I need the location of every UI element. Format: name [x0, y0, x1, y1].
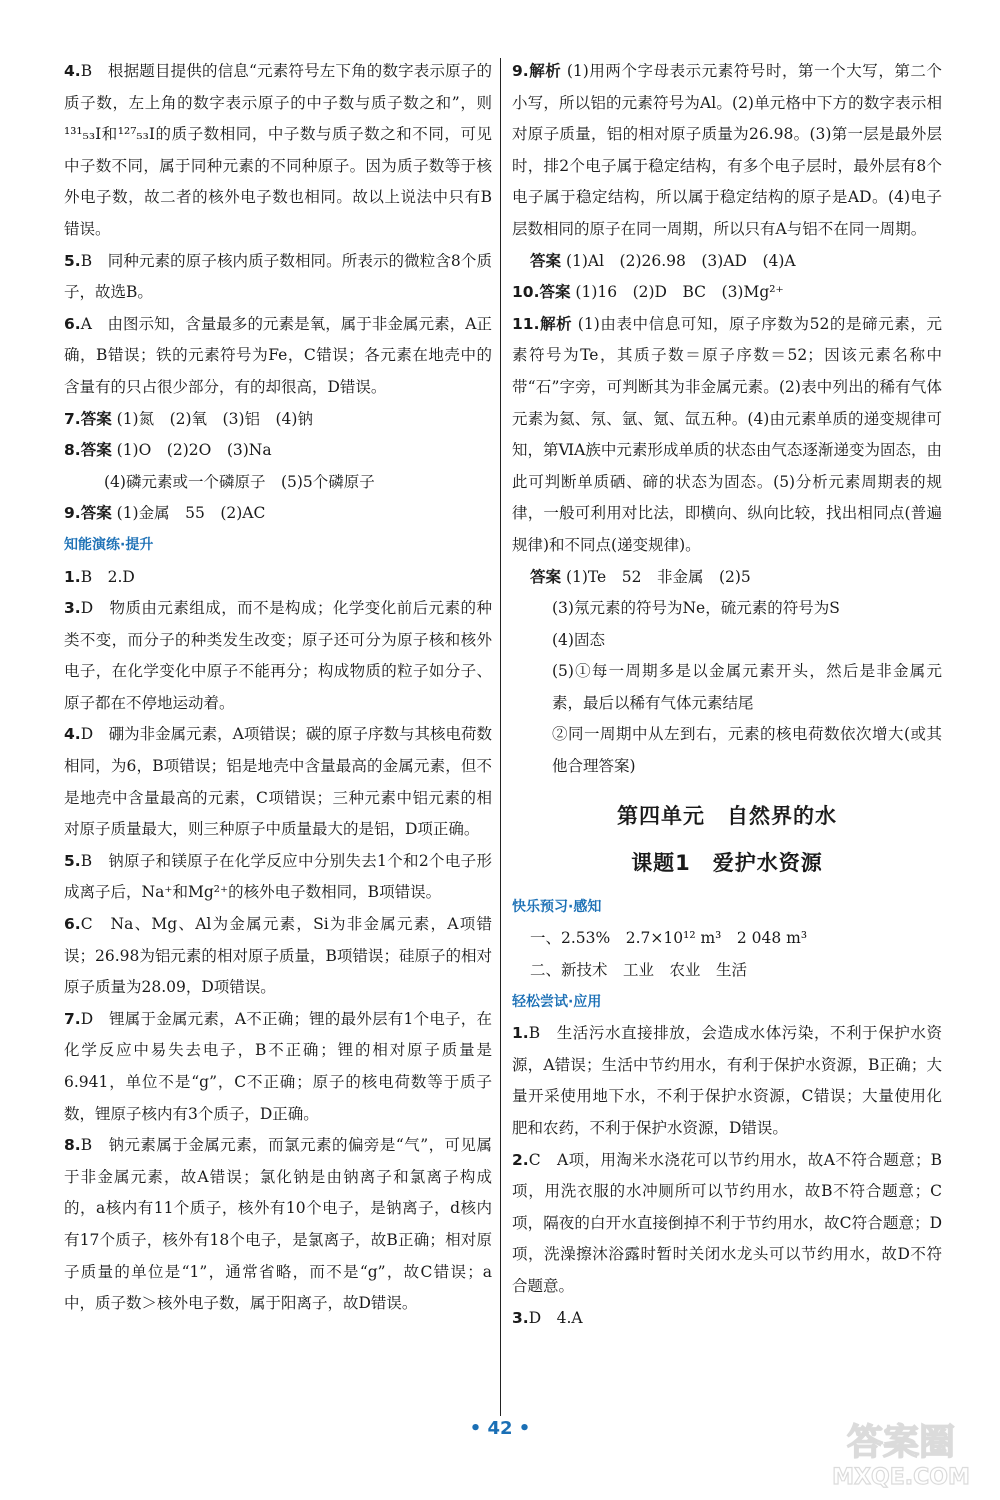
answer-item: [512, 562, 942, 594]
item-text: (4)磷元素或一个磷原子 (5)5个磷原子: [104, 472, 375, 491]
left-column: [64, 56, 492, 1320]
item-number: 1.: [64, 567, 81, 586]
answer-item: [512, 593, 942, 625]
answer-item: [64, 593, 492, 719]
answer-item: [512, 719, 942, 782]
item-keyword: 答案: [80, 409, 112, 428]
svg-text:MXQE.COM: MXQE.COM: [832, 1465, 970, 1490]
item-number: 3.: [64, 599, 81, 618]
item-text: 一、2.53% 2.7×10¹² m³ 2 048 m³: [530, 929, 808, 948]
item-text: B 2.D: [80, 567, 135, 586]
item-keyword: 解析: [539, 314, 573, 333]
item-keyword: 答案: [80, 504, 112, 523]
item-number: 9.: [64, 504, 81, 523]
answer-item: [512, 625, 942, 657]
answer-item: [64, 467, 492, 499]
answer-item: [64, 1130, 492, 1320]
item-text: (1)16 (2)D BC (3)Mg²⁺: [575, 283, 784, 302]
item-text: (5)①每一周期多是以金属元素开头，然后是非金属元素，最后以稀有气体元素结尾: [552, 662, 942, 712]
answer-item: [64, 404, 492, 436]
item-text: D 硼为非金属元素，A项错误；碳的原子序数与其核电荷数相同，为6，B项错误；铝是地壳中含量最高的金属元素，但不是地壳中含量最高的元素，C项错误；三种元素中铝元素的相对原子质量最大，则三种原子中质量最大的是铝，D项正确。: [64, 725, 492, 839]
answer-item: [512, 309, 942, 562]
item-text: (3)氖元素的符号为Ne，硫元素的符号为S: [552, 599, 840, 618]
answer-item: [64, 846, 492, 909]
column-divider: [500, 58, 501, 1416]
section-heading: 轻松尝试·应用: [512, 993, 602, 1010]
section-heading: 快乐预习·感知: [512, 898, 602, 915]
item-text: B 生活污水直接排放，会造成水体污染，不利于保护水资源，A错误；生活中节约用水，有利于保护水资源，B正确；大量开采使用地下水，不利于保护水资源，C错误；大量使用化肥和农药，不利于保护水资源，D错误。: [512, 1024, 942, 1137]
item-text: B 同种元素的原子核内质子数相同。所表示的微粒含8个质子，故选B。: [64, 251, 492, 302]
lesson-title: 课题1 爱护水资源: [631, 851, 823, 876]
item-number: 5.: [64, 251, 81, 270]
item-text: (1)金属 55 (2)AC: [116, 504, 266, 523]
item-number: 2.: [512, 1150, 529, 1169]
item-text: (4)固态: [552, 630, 605, 649]
item-text: D 锂属于金属元素，A不正确；锂的最外层有1个电子，在化学反应中易失去电子，B不正确；锂的相对原子质量是6.941，单位不是“g”，C不正确；原子的核电荷数等于质子数，锂原子核内有3个质子，D正确。: [64, 1009, 492, 1123]
item-number: 9.: [512, 62, 529, 80]
answer-item: [512, 1303, 942, 1335]
item-text: (1)Al (2)26.98 (3)AD (4)A: [565, 251, 796, 270]
answer-item: [64, 309, 492, 404]
item-number: 5.: [64, 851, 81, 870]
item-text: D 物质由元素组成，而不是构成；化学变化前后元素的种类不变，而分子的种类发生改变；原子还可分为原子核和核外电子，在化学变化中原子不能再分；构成物质的粒子如分子、原子都在不停地运动着。: [64, 599, 492, 712]
item-text: (1)由表中信息可知，原子序数为52的是碲元素，元素符号为Te，其质子数＝原子序数＝52；因该元素名称中带“石”字旁，可判断其为非金属元素。(2)表中列出的稀有气体元素为氦、氖、氩、氪、氙五种。(4)由元素单质的递变规律可知，第ⅥA族中元素形成单质的状态由气态逐渐递变为固态，由此可判断单质硒、碲的状态为固态。(5)分析元素周期表的规律，一般可利用对比法，即横向、纵向比较，找出相同点(普遍规律)和不同点(递变规律)。: [512, 314, 942, 554]
answer-item: [64, 719, 492, 845]
item-number: 8.: [64, 441, 81, 460]
item-text: C Na、Mg、Al为金属元素，Si为非金属元素，A项错误；26.98为铝元素的相对原子质量，B项错误；硅原子的相对原子质量为28.09，D项错误。: [64, 915, 492, 997]
answer-item: [512, 246, 942, 278]
item-text: B 钠元素属于金属元素，而氯元素的偏旁是“气”，可见属于非金属元素，故A错误；氯化钠是由钠离子和氯离子构成的，a核内有11个质子，核外有10个电子，是钠离子，d核内有17个质子，核外有18个电子，是氯离子，故B正确；相对原子质量的单位是“1”，通常省略，而不是“g”，故C错误；a中，质子数＞核外电子数，属于阳离子，故D错误。: [64, 1136, 492, 1313]
item-text: (1)Te 52 非金属 (2)5: [565, 567, 751, 586]
item-number: 1.: [512, 1024, 529, 1043]
unit-title: 第四单元 自然界的水: [617, 803, 837, 828]
answer-item: [512, 656, 942, 719]
item-number: 10.: [512, 283, 540, 302]
item-keyword: 答案: [80, 441, 112, 460]
item-text: (1)氮 (2)氧 (3)铝 (4)钠: [116, 409, 313, 428]
answer-item: [64, 498, 492, 530]
answer-item: [512, 923, 942, 955]
answer-item: [512, 1145, 942, 1303]
right-column: [512, 56, 942, 1334]
item-keyword: 答案: [530, 567, 562, 586]
item-text: B 根据题目提供的信息“元素符号左下角的数字表示原子的质子数，左上角的数字表示原子的中子数与质子数之和”，则¹³¹₅₃I和¹²⁷₅₃I的质子数相同，中子数与质子数之和不同，可见中子数不同，属于同种元素的不同种原子。因为质子数等于核外电子数，故二者的核外电子数也相同。故以上说法中只有B错误。: [64, 62, 492, 238]
answer-item: [64, 435, 492, 467]
watermark-logo: [816, 1412, 986, 1492]
item-text: A 由图示知，含量最多的元素是氧，属于非金属元素，A正确，B错误；铁的元素符号为Fe，C错误；各元素在地壳中的含量有的只占很少部分，有的却很高，D错误。: [64, 314, 492, 396]
item-text: B 钠原子和镁原子在化学反应中分别失去1个和2个电子形成离子后，Na⁺和Mg²⁺的核外电子数相同，B项错误。: [64, 851, 492, 902]
item-text: D 4.A: [528, 1308, 583, 1327]
section-heading: 知能演练·提升: [64, 536, 154, 553]
item-number: 7.: [64, 409, 81, 428]
answer-item: [64, 56, 492, 246]
svg-text:答案圈: 答案圈: [846, 1422, 956, 1463]
item-number: 6.: [64, 314, 81, 333]
item-text: C A项，用淘米水浇花可以节约用水，故A不符合题意；B项，用洗衣服的水冲厕所可以节约用水，故B不符合题意；C项，隔夜的白开水直接倒掉不利于节约用水，故C符合题意；D项，洗澡擦沐浴露时暂时关闭水龙头可以节约用水，故D不符合题意。: [512, 1150, 942, 1295]
item-number: 4.: [64, 725, 81, 744]
item-text: ②同一周期中从左到右，元素的核电荷数依次增大(或其他合理答案): [552, 725, 942, 776]
item-text: 二、新技术 工业 农业 生活: [530, 961, 748, 980]
answer-item: [512, 1018, 942, 1144]
answer-item: [512, 955, 942, 987]
answer-item: [64, 909, 492, 1004]
answer-item: [64, 246, 492, 309]
answer-item: [512, 56, 942, 246]
item-number: 6.: [64, 915, 81, 934]
answer-item: [512, 277, 942, 309]
answer-item: [64, 1004, 492, 1130]
page-number: • 42 •: [469, 1418, 531, 1439]
item-keyword: 解析: [528, 62, 562, 80]
item-keyword: 答案: [539, 283, 571, 302]
item-text: (1)O (2)2O (3)Na: [116, 441, 272, 460]
item-number: 8.: [64, 1136, 81, 1155]
item-number: 4.: [64, 62, 81, 80]
item-text: (1)用两个字母表示元素符号时，第一个大写，第二个小写，所以铝的元素符号为Al。(2)单元格中下方的数字表示相对原子质量，铝的相对原子质量为26.98。(3)第一层是最外层时，排2个电子属于稳定结构，有多个电子层时，最外层有8个电子属于稳定结构，所以属于稳定结构的原子是AD。(4)电子层数相同的原子在同一周期，所以只有A与铝不在同一周期。: [512, 62, 942, 238]
answer-item: [64, 562, 492, 594]
item-number: 7.: [64, 1009, 81, 1028]
item-number: 11.: [512, 314, 540, 333]
item-number: 3.: [512, 1308, 529, 1327]
item-keyword: 答案: [530, 251, 562, 270]
